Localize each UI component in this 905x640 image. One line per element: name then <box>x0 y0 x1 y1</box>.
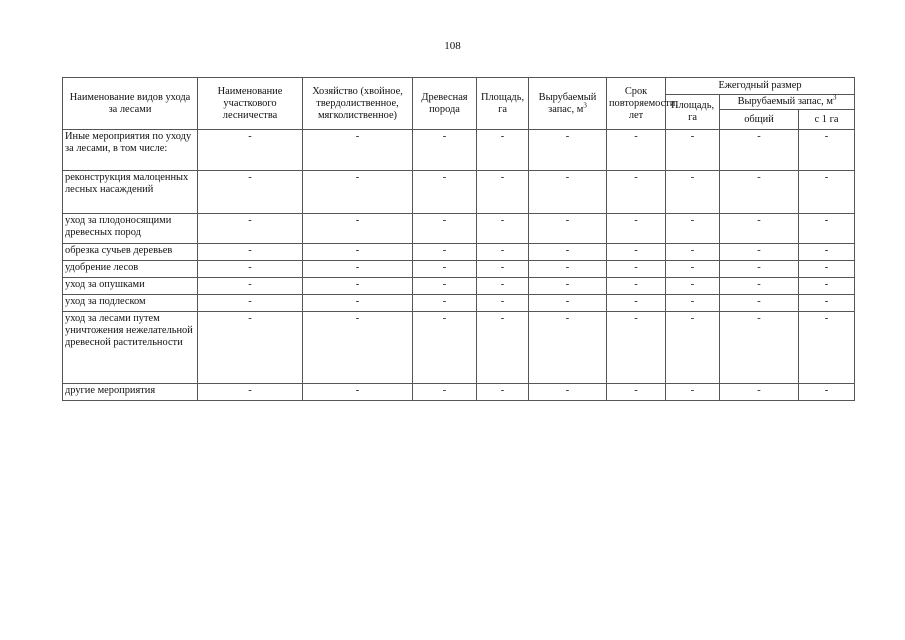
table-cell: - <box>413 214 477 244</box>
table-cell: - <box>529 312 607 384</box>
header-area: Площадь, га <box>477 78 529 130</box>
table-cell: - <box>666 312 720 384</box>
forest-care-table <box>62 77 855 401</box>
table-cell: - <box>413 384 477 401</box>
table-cell: - <box>477 214 529 244</box>
row-label: уход за лесами путем уничтожения нежелательной древесной растительности <box>63 312 198 384</box>
row-label: удобрение лесов <box>63 261 198 278</box>
table-cell: - <box>198 171 303 214</box>
table-row <box>63 244 855 261</box>
table-cell: - <box>799 261 855 278</box>
table-cell: - <box>303 171 413 214</box>
table-cell: - <box>799 244 855 261</box>
table-cell: - <box>477 130 529 171</box>
table-cell: - <box>607 171 666 214</box>
table-cell: - <box>799 295 855 312</box>
page-number: 108 <box>444 40 461 52</box>
table-cell: - <box>799 130 855 171</box>
row-label: уход за плодоносящими древесных пород <box>63 214 198 244</box>
table-cell: - <box>303 312 413 384</box>
table-cell: - <box>198 384 303 401</box>
table-cell: - <box>720 261 799 278</box>
table-cell: - <box>666 130 720 171</box>
table-cell: - <box>529 214 607 244</box>
table-cell: - <box>607 312 666 384</box>
table-cell: - <box>666 244 720 261</box>
header-tree-species: Древесная порода <box>413 78 477 130</box>
table-cell: - <box>529 278 607 295</box>
table-cell: - <box>666 214 720 244</box>
table-cell: - <box>477 171 529 214</box>
table-cell: - <box>477 261 529 278</box>
table-cell: - <box>666 295 720 312</box>
header-economy-type: Хозяйство (хвойное, твердолиственное, мягколиственное) <box>303 78 413 130</box>
table-cell: - <box>799 214 855 244</box>
table-cell: - <box>720 130 799 171</box>
table-cell: - <box>303 214 413 244</box>
table-cell: - <box>529 261 607 278</box>
table-cell: - <box>799 384 855 401</box>
table-cell: - <box>720 384 799 401</box>
table-cell: - <box>720 312 799 384</box>
table-cell: - <box>666 171 720 214</box>
header-repeat-period: Срок повторяемости, лет <box>607 78 666 130</box>
header-care-type: Наименование видов ухода за лесами <box>63 78 198 130</box>
table-cell: - <box>607 278 666 295</box>
table-row <box>63 214 855 244</box>
row-label: уход за опушками <box>63 278 198 295</box>
table-row <box>63 312 855 384</box>
row-label: реконструкция малоценных лесных насаждений <box>63 171 198 214</box>
table-cell: - <box>303 278 413 295</box>
header-annual-volume-sup: 3 <box>832 93 837 102</box>
table-cell: - <box>303 295 413 312</box>
table-cell: - <box>413 278 477 295</box>
table-cell: - <box>303 261 413 278</box>
table-cell: - <box>303 130 413 171</box>
table-cell: - <box>198 244 303 261</box>
row-label: другие мероприятия <box>63 384 198 401</box>
table-cell: - <box>666 384 720 401</box>
table-cell: - <box>413 244 477 261</box>
table-cell: - <box>303 244 413 261</box>
table-cell: - <box>720 278 799 295</box>
table-cell: - <box>529 295 607 312</box>
table-cell: - <box>607 130 666 171</box>
table-cell: - <box>607 384 666 401</box>
table-cell: - <box>198 130 303 171</box>
header-annual-volume <box>720 95 855 110</box>
header-forestry-district: Наименование участкового лесничества <box>198 78 303 130</box>
table-cell: - <box>413 312 477 384</box>
table-cell: - <box>720 295 799 312</box>
table-cell: - <box>413 130 477 171</box>
table-cell: - <box>477 278 529 295</box>
header-annual-size: Ежегодный размер <box>666 78 855 95</box>
row-label: обрезка сучьев деревьев <box>63 244 198 261</box>
table-cell: - <box>799 312 855 384</box>
table-cell: - <box>413 295 477 312</box>
table-cell: - <box>720 244 799 261</box>
table-row <box>63 130 855 171</box>
table-cell: - <box>198 261 303 278</box>
table-row <box>63 384 855 401</box>
table-row <box>63 295 855 312</box>
table-cell: - <box>198 295 303 312</box>
header-per-ha: с 1 га <box>799 110 855 130</box>
table-cell: - <box>607 261 666 278</box>
table-cell: - <box>198 312 303 384</box>
table-row <box>63 278 855 295</box>
table-cell: - <box>607 214 666 244</box>
table-cell: - <box>413 261 477 278</box>
table-cell: - <box>666 278 720 295</box>
header-annual-area: Площадь, га <box>666 95 720 130</box>
table-cell: - <box>799 171 855 214</box>
table-cell: - <box>799 278 855 295</box>
table-row <box>63 171 855 214</box>
table-cell: - <box>720 171 799 214</box>
table-cell: - <box>198 214 303 244</box>
table-cell: - <box>198 278 303 295</box>
table-cell: - <box>413 171 477 214</box>
table-cell: - <box>720 214 799 244</box>
row-label: Иные мероприятия по уходу за лесами, в том числе: <box>63 130 198 171</box>
table-cell: - <box>477 384 529 401</box>
header-annual-volume-text: Вырубаемый запас, м <box>737 96 833 107</box>
table-cell: - <box>477 312 529 384</box>
row-label: уход за подлеском <box>63 295 198 312</box>
header-total: общий <box>720 110 799 130</box>
table-row <box>63 261 855 278</box>
table-cell: - <box>607 295 666 312</box>
header-felled-volume-text: Вырубаемый запас, м <box>538 91 597 115</box>
table-cell: - <box>607 244 666 261</box>
table-cell: - <box>529 171 607 214</box>
table-cell: - <box>477 295 529 312</box>
table-cell: - <box>666 261 720 278</box>
table-cell: - <box>303 384 413 401</box>
table-cell: - <box>529 130 607 171</box>
header-felled-volume-sup: 3 <box>583 101 587 110</box>
table-cell: - <box>477 244 529 261</box>
header-felled-volume <box>529 78 607 130</box>
table-cell: - <box>529 384 607 401</box>
table-cell: - <box>529 244 607 261</box>
